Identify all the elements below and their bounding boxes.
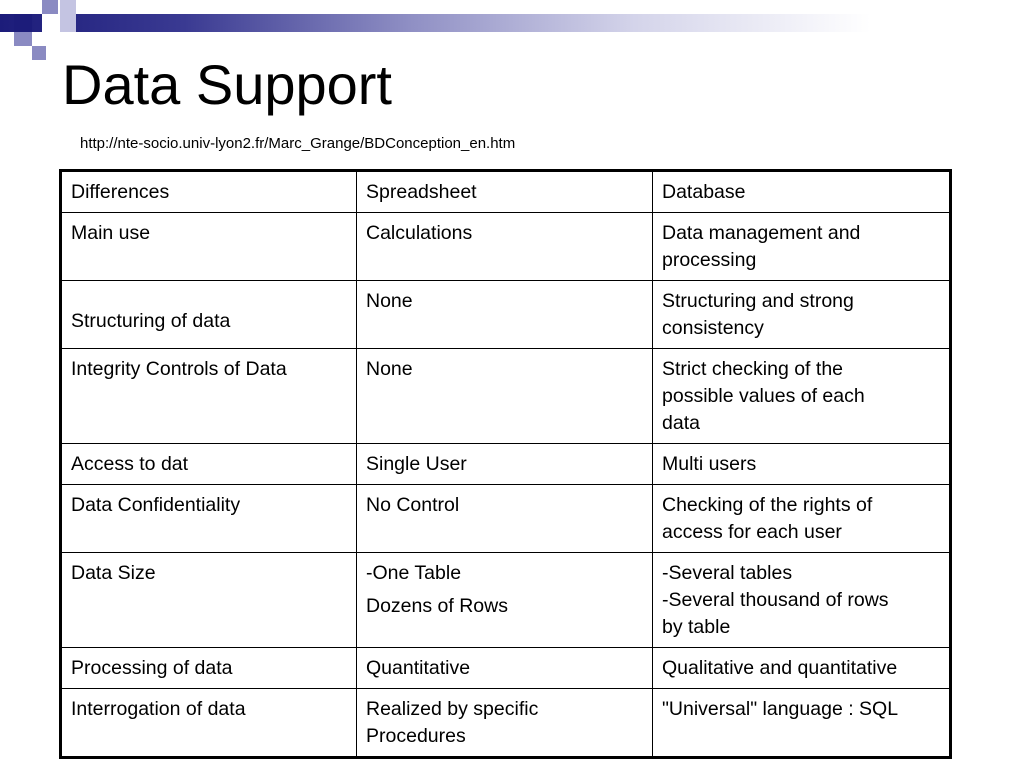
comparison-table — [59, 169, 952, 759]
spreadsheet-cell: Calculations — [357, 213, 653, 281]
header-differences: Differences — [61, 171, 357, 213]
table-row — [61, 213, 951, 281]
row-label: Access to dat — [61, 444, 357, 485]
decor-square-mid — [42, 0, 58, 14]
row-label: Main use — [61, 213, 357, 281]
spreadsheet-cell: -One Table Dozens of Rows — [357, 553, 653, 648]
spreadsheet-cell: Realized by specific Procedures — [357, 689, 653, 758]
decor-square-mid-2 — [14, 32, 32, 46]
slide-title: Data Support — [62, 53, 392, 116]
table-row — [61, 485, 951, 553]
database-cell: -Several tables -Several thousand of rows by table — [653, 553, 951, 648]
header-spreadsheet: Spreadsheet — [357, 171, 653, 213]
table-row — [61, 648, 951, 689]
table-header-row — [61, 171, 951, 213]
database-cell: Structuring and strong consistency — [653, 281, 951, 349]
spreadsheet-cell: None — [357, 349, 653, 444]
table-row — [61, 553, 951, 648]
row-label: Structuring of data — [61, 281, 357, 349]
table-row — [61, 444, 951, 485]
database-cell: Data management and processing — [653, 213, 951, 281]
row-label: Interrogation of data — [61, 689, 357, 758]
spreadsheet-cell: Quantitative — [357, 648, 653, 689]
spreadsheet-cell: Single User — [357, 444, 653, 485]
database-cell: Qualitative and quantitative — [653, 648, 951, 689]
header-database: Database — [653, 171, 951, 213]
row-label: Data Size — [61, 553, 357, 648]
decor-square-dark — [14, 14, 32, 32]
spreadsheet-cell: None — [357, 281, 653, 349]
database-cell: "Universal" language : SQL — [653, 689, 951, 758]
decor-square-light — [60, 0, 76, 14]
database-cell: Multi users — [653, 444, 951, 485]
table-row — [61, 689, 951, 758]
table-row — [61, 349, 951, 444]
spreadsheet-cell: No Control — [357, 485, 653, 553]
database-cell: Checking of the rights of access for each user — [653, 485, 951, 553]
row-label: Integrity Controls of Data — [61, 349, 357, 444]
row-label: Data Confidentiality — [61, 485, 357, 553]
database-cell: Strict checking of the possible values of each data — [653, 349, 951, 444]
decor-square-white — [42, 14, 60, 32]
source-url[interactable]: http://nte-socio.univ-lyon2.fr/Marc_Grange/BDConception_en.htm — [80, 135, 516, 152]
row-label: Processing of data — [61, 648, 357, 689]
header-gradient-band — [0, 14, 1024, 32]
table-row — [61, 281, 951, 349]
decor-square-mid-3 — [32, 46, 46, 60]
decor-square-light-2 — [60, 14, 76, 32]
